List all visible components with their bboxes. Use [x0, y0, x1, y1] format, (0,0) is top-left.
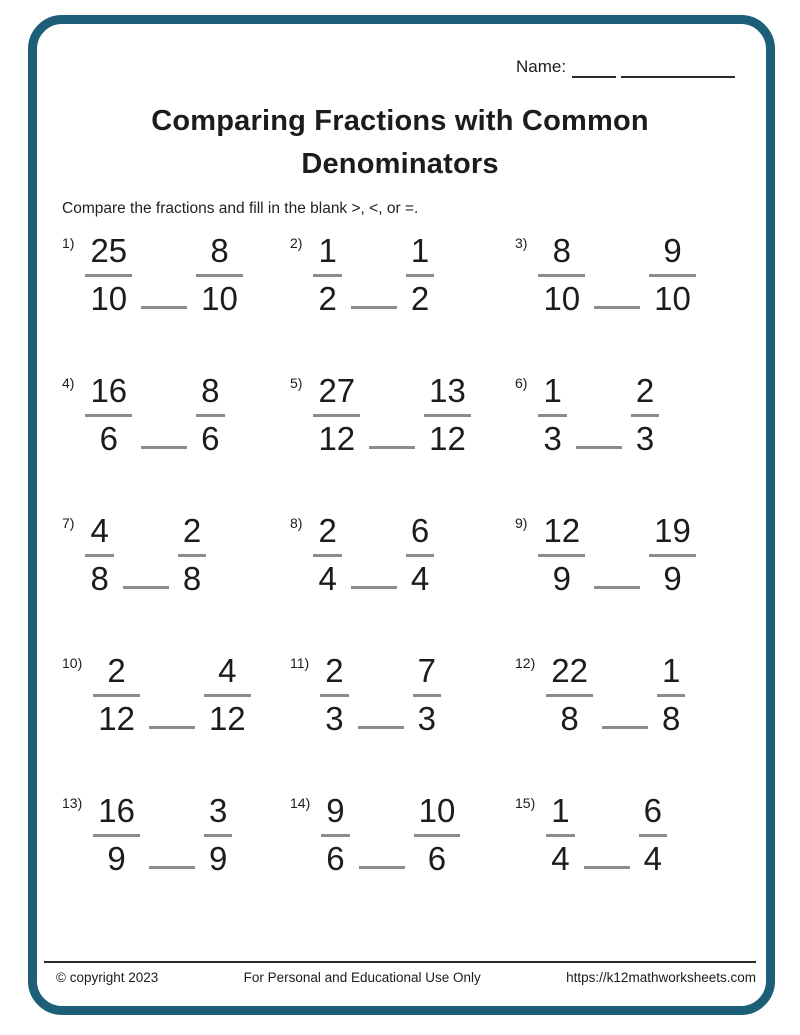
denominator: 10: [201, 280, 238, 317]
numerator: 13: [429, 372, 466, 409]
denominator: 3: [635, 420, 655, 457]
numerator: 8: [201, 372, 220, 409]
fraction-left: [321, 794, 349, 875]
fraction-right: [631, 374, 659, 455]
problem-10: [62, 654, 290, 735]
denominator: 12: [318, 420, 356, 457]
answer-blank[interactable]: [594, 579, 640, 589]
fraction-left: [313, 514, 341, 595]
numerator: 1: [410, 232, 430, 269]
problem-number: 2): [290, 235, 303, 251]
problem-number: 4): [62, 375, 75, 391]
fraction-right: [413, 654, 441, 735]
problem-number: 3): [515, 235, 528, 251]
denominator: 9: [208, 840, 228, 877]
answer-blank[interactable]: [351, 299, 397, 309]
problem-number: 14): [290, 795, 311, 811]
denominator: 4: [551, 840, 570, 877]
fraction-right: [414, 794, 461, 875]
fraction-left: [85, 374, 132, 455]
answer-blank[interactable]: [141, 299, 187, 309]
fraction-left: [85, 514, 113, 595]
numerator: 6: [643, 792, 662, 829]
problem-number: 11): [290, 655, 310, 671]
page-title: [0, 100, 800, 186]
fraction-right: [406, 514, 434, 595]
numerator: 27: [318, 372, 356, 409]
denominator: 9: [107, 840, 126, 877]
answer-blank[interactable]: [358, 719, 404, 729]
footer-copyright: © copyright 2023: [56, 970, 159, 985]
numerator: 2: [182, 512, 202, 549]
fraction-left: [538, 374, 566, 455]
fraction-left: [93, 794, 140, 875]
denominator: 10: [654, 280, 691, 317]
numerator: 6: [410, 512, 430, 549]
fraction-left: [320, 654, 348, 735]
answer-blank[interactable]: [584, 859, 630, 869]
fraction-right: [639, 794, 667, 875]
problem-1: [62, 234, 290, 315]
denominator: 4: [643, 840, 662, 877]
problem-11: [290, 654, 515, 735]
problem-7: [62, 514, 290, 595]
denominator: 8: [661, 700, 681, 737]
instructions-text: Compare the fractions and fill in the blank >, <, or =.: [62, 200, 419, 217]
numerator: 22: [551, 652, 588, 689]
fraction-left: [546, 794, 574, 875]
numerator: 3: [208, 792, 228, 829]
numerator: 2: [318, 512, 337, 549]
problem-number: 10): [62, 655, 83, 671]
name-label: Name:: [516, 57, 567, 76]
numerator: 2: [325, 652, 344, 689]
fraction-right: [204, 794, 232, 875]
problem-number: 1): [62, 235, 75, 251]
fraction-right: [649, 514, 696, 595]
fraction-right: [178, 514, 206, 595]
denominator: 6: [427, 840, 447, 877]
fraction-left: [538, 234, 585, 315]
denominator: 9: [663, 560, 682, 597]
numerator: 4: [90, 512, 109, 549]
denominator: 12: [98, 700, 135, 737]
numerator: 16: [90, 372, 128, 409]
numerator: 8: [210, 232, 229, 269]
denominator: 2: [318, 280, 337, 317]
problems-grid: [62, 234, 752, 934]
denominator: 3: [417, 700, 436, 737]
numerator: 9: [326, 792, 345, 829]
answer-blank[interactable]: [123, 579, 169, 589]
problem-3: [515, 234, 752, 315]
numerator: 1: [661, 652, 681, 689]
page-title-line2: Denominators: [301, 148, 499, 180]
denominator: 9: [552, 560, 571, 597]
fraction-right: [657, 654, 685, 735]
denominator: 12: [208, 700, 246, 737]
name-fill-line[interactable]: [572, 58, 616, 78]
denominator: 3: [325, 700, 344, 737]
denominator: 8: [90, 560, 109, 597]
denominator: 8: [560, 700, 579, 737]
footer: [56, 970, 756, 985]
denominator: 8: [182, 560, 202, 597]
fraction-left: [538, 514, 585, 595]
denominator: 10: [90, 280, 128, 317]
denominator: 4: [318, 560, 337, 597]
answer-blank[interactable]: [602, 719, 648, 729]
numerator: 1: [551, 792, 570, 829]
denominator: 2: [410, 280, 430, 317]
numerator: 4: [218, 652, 237, 689]
numerator: 1: [318, 232, 337, 269]
numerator: 9: [663, 232, 682, 269]
fraction-right: [424, 374, 471, 455]
numerator: 19: [654, 512, 691, 549]
problem-13: [62, 794, 290, 875]
fraction-left: [85, 234, 132, 315]
problem-9: [515, 514, 752, 595]
fraction-left: [313, 234, 341, 315]
problem-14: [290, 794, 515, 875]
problem-number: 6): [515, 375, 528, 391]
problem-number: 9): [515, 515, 528, 531]
fraction-right: [204, 654, 251, 735]
problem-number: 12): [515, 655, 536, 671]
answer-blank[interactable]: [369, 439, 415, 449]
numerator: 2: [107, 652, 126, 689]
problem-number: 13): [62, 795, 83, 811]
denominator: 4: [410, 560, 430, 597]
problem-number: 7): [62, 515, 75, 531]
problem-12: [515, 654, 752, 735]
fraction-right: [649, 234, 696, 315]
denominator: 3: [543, 420, 562, 457]
fraction-right: [196, 374, 224, 455]
problem-6: [515, 374, 752, 455]
denominator: 6: [326, 840, 345, 877]
answer-blank[interactable]: [141, 439, 187, 449]
name-fill-line[interactable]: [621, 58, 735, 78]
footer-url: https://k12mathworksheets.com: [566, 970, 756, 985]
numerator: 1: [543, 372, 562, 409]
denominator: 6: [201, 420, 220, 457]
denominator: 10: [543, 280, 581, 317]
problem-8: [290, 514, 515, 595]
denominator: 12: [429, 420, 466, 457]
numerator: 2: [635, 372, 655, 409]
numerator: 16: [98, 792, 135, 829]
fraction-left: [546, 654, 593, 735]
name-field: [516, 57, 735, 78]
answer-blank[interactable]: [149, 719, 195, 729]
numerator: 12: [543, 512, 581, 549]
fraction-left: [93, 654, 140, 735]
denominator: 6: [99, 420, 118, 457]
problem-15: [515, 794, 752, 875]
page-title-line1: Comparing Fractions with Common: [151, 105, 649, 137]
problem-4: [62, 374, 290, 455]
fraction-right: [406, 234, 434, 315]
numerator: 8: [552, 232, 571, 269]
answer-blank[interactable]: [594, 299, 640, 309]
numerator: 25: [90, 232, 128, 269]
answer-blank[interactable]: [351, 579, 397, 589]
footer-usage-text: For Personal and Educational Use Only: [243, 970, 481, 985]
numerator: 10: [418, 792, 456, 829]
problem-number: 5): [290, 375, 303, 391]
answer-blank[interactable]: [359, 859, 405, 869]
problem-2: [290, 234, 515, 315]
fraction-left: [313, 374, 360, 455]
answer-blank[interactable]: [576, 439, 622, 449]
answer-blank[interactable]: [149, 859, 195, 869]
footer-divider: [44, 961, 756, 963]
problem-number: 8): [290, 515, 303, 531]
fraction-right: [196, 234, 243, 315]
problem-5: [290, 374, 515, 455]
numerator: 7: [417, 652, 436, 689]
problem-number: 15): [515, 795, 536, 811]
